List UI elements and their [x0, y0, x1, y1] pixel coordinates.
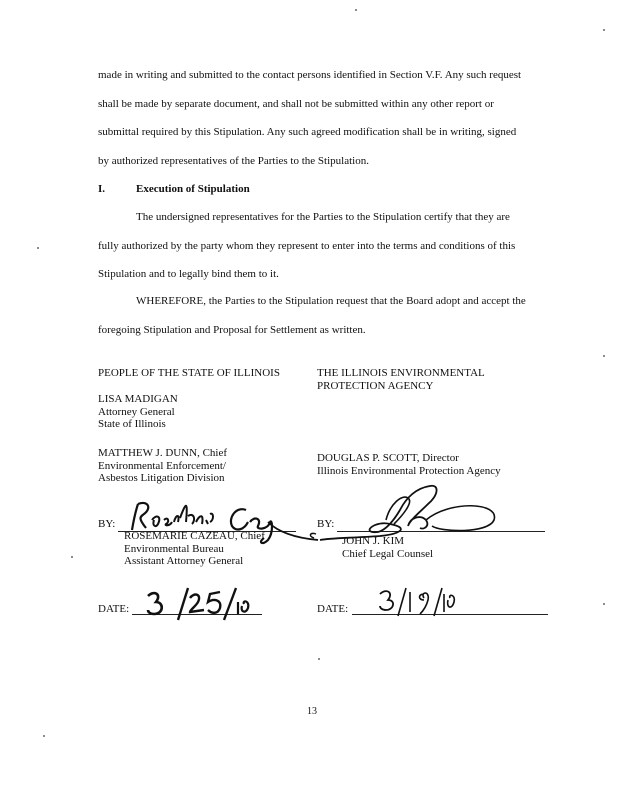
- left-date-handwritten: [140, 588, 250, 628]
- block-line: ROSEMARIE CAZEAU, Chief: [124, 530, 265, 542]
- body-text-line: foregoing Stipulation and Proposal for Settlement as written.: [98, 324, 366, 336]
- section-title: Execution of Stipulation: [136, 183, 250, 195]
- block-line: Environmental Enforcement/: [98, 459, 226, 472]
- block-line: MATTHEW J. DUNN, Chief: [98, 447, 228, 459]
- body-text-line: by authorized representatives of the Parties to the Stipulation.: [98, 155, 369, 167]
- left-signer-block: [124, 530, 265, 568]
- scan-speck: [71, 556, 73, 558]
- left-party-name: PEOPLE OF THE STATE OF ILLINOIS: [98, 367, 280, 379]
- scan-speck: [355, 9, 357, 11]
- scan-speck: [318, 658, 320, 660]
- block-line: DOUGLAS P. SCOTT, Director: [317, 452, 459, 464]
- body-text-line: submittal required by this Stipulation. Any such agreed modification shall be in writing, signed: [98, 126, 517, 138]
- block-line: Attorney General: [98, 405, 175, 418]
- left-date-label: DATE:: [98, 603, 130, 615]
- body-text-line: The undersigned representatives for the Parties to the Stipulation certify that they are: [136, 211, 510, 223]
- enforcement-chief-block: [98, 447, 227, 485]
- right-signer-block: [342, 535, 433, 560]
- left-by-label: BY:: [98, 518, 116, 530]
- right-party-name: [317, 367, 485, 392]
- scan-speck: [43, 735, 45, 737]
- scan-speck: [37, 247, 39, 249]
- block-line: LISA MADIGAN: [98, 393, 178, 405]
- scan-speck: [603, 603, 605, 605]
- body-text-line: WHEREFORE, the Parties to the Stipulation request that the Board adopt and accept the: [136, 295, 526, 307]
- block-line: THE ILLINOIS ENVIRONMENTAL: [317, 367, 485, 379]
- block-line: JOHN J. KIM: [342, 535, 405, 547]
- right-by-label: BY:: [317, 518, 335, 530]
- body-text-line: shall be made by separate document, and shall not be submitted within any other report or: [98, 98, 494, 110]
- scan-speck: [603, 355, 605, 357]
- director-block: [317, 452, 501, 477]
- block-line: Illinois Environmental Protection Agency: [317, 464, 501, 477]
- block-line: State of Illinois: [98, 418, 166, 430]
- right-date-handwritten: [378, 588, 458, 622]
- right-date-label: DATE:: [317, 603, 349, 615]
- body-text-line: made in writing and submitted to the contact persons identified in Section V.F. Any such request: [98, 69, 522, 81]
- block-line: Environmental Bureau: [124, 542, 224, 555]
- body-text-line: fully authorized by the party whom they represent to enter into the terms and conditions of this: [98, 240, 516, 252]
- block-line: Assistant Attorney General: [124, 555, 244, 567]
- block-line: Asbestos Litigation Division: [98, 472, 225, 484]
- section-number: I.: [98, 183, 106, 195]
- attorney-general-block: [98, 393, 178, 431]
- block-line: Chief Legal Counsel: [342, 547, 434, 560]
- page-number: 13: [307, 706, 317, 717]
- scan-speck: [603, 29, 605, 31]
- body-text-line: Stipulation and to legally bind them to it.: [98, 268, 279, 280]
- block-line: PROTECTION AGENCY: [317, 379, 434, 392]
